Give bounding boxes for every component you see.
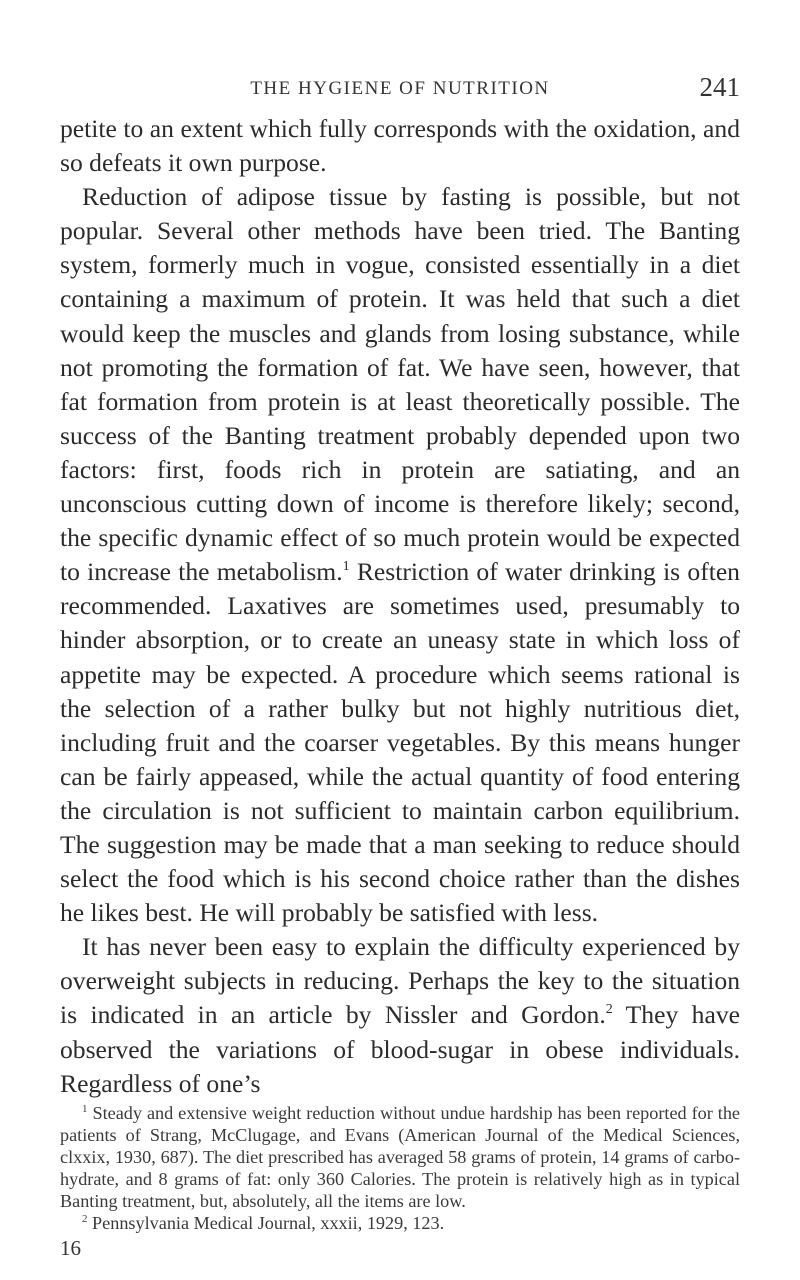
book-page — [60, 72, 740, 1261]
paragraph-text: Reduction of adipose tissue by fasting is possible, but not popular. Several other methods have been tried. The Banting system, formerly much in vogue, consisted essentially in a diet containing a maximum of protein. It was held that such a diet would keep the muscles and glands from losing substance, while not promoting the formation of fat. We have seen, however, that fat formation from protein is at least theoretically possible. The success of the Banting treatment probably depended upon two factors: first, foods rich in protein are satiating, and an unconscious cutting down of income is therefore likely; second, the specific dynamic effect of so much protein would be expected to increase the metabolism. — [60, 182, 740, 587]
paragraph-overweight — [60, 930, 740, 1100]
footnote-text: Pennsylvania Medical Journal, xxxii, 1929, 123. — [87, 1212, 445, 1233]
signature-mark: 16 — [60, 1235, 81, 1260]
footnote-mark: 2 — [82, 1212, 88, 1225]
page-number: 241 — [699, 72, 740, 102]
footnote-2 — [60, 1212, 740, 1234]
running-title: THE HYGIENE OF NUTRITION — [250, 78, 550, 99]
footnote-1 — [60, 1102, 740, 1212]
footnotes — [60, 1102, 740, 1234]
paragraph-text: They have observed the variations of blood-sugar in obese individuals. Regardless of one’s — [60, 1000, 740, 1098]
paragraph-continuation: petite to an extent which fully corresponds with the oxidation, and so defeats it own purpose. — [60, 114, 740, 178]
paragraph-text: It has never been easy to explain the difficulty experienced by overweight subjects in reducing. Perhaps the key to the situation is indicated in an article by Nissler and Gordon. — [60, 932, 740, 1030]
paragraph-text: Restriction of water drinking is often recommended. Laxatives are sometimes used, presumably to hinder absorption, or to create an uneasy state in which loss of appetite may be expected. A procedure which seems rational is the selection of a rather bulky but not highly nutritious diet, including fruit and the coarser vegetables. By this means hunger can be fairly appeased, while the actual quantity of food entering the circulation is not sufficient to maintain carbon equilibrium. The suggestion may be made that a man seeking to reduce should select the food which is his second choice rather than the dishes he likes best. He will probably be satisfied with less. — [60, 557, 740, 928]
paragraph-reduction — [60, 180, 740, 930]
footnote-text: Steady and extensive weight reduction without undue hardship has been reported for the patients of Strang, McClugage, and Evans (American Journal of the Medical Sciences, clxxix, 1930, 687). The diet prescribed has averaged 58 grams of protein, 14 grams of carbohydrate, and 8 grams of fat: only 360 Calories. The protein is relatively high as in typical Banting treatment, but, absolutely, all the items are low. — [60, 1102, 740, 1211]
footnote-ref-1: 1 — [342, 559, 350, 575]
footnote-mark: 1 — [82, 1102, 88, 1115]
body-text — [60, 112, 740, 1101]
footnote-ref-2: 2 — [605, 1002, 613, 1018]
running-head — [60, 72, 740, 112]
